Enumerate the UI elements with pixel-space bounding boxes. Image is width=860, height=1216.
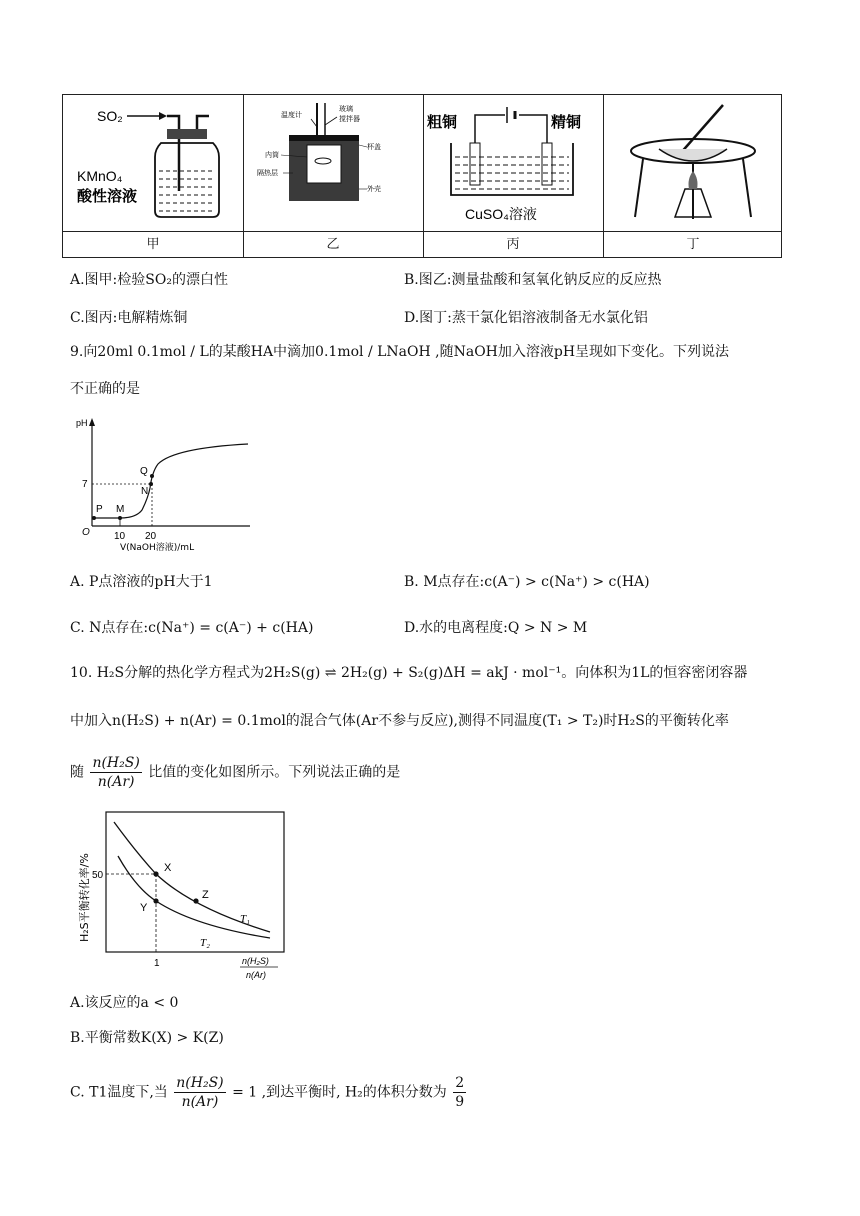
q9-point-p: P [96, 504, 103, 515]
q9-origin: O [82, 527, 90, 538]
caption-jia: 甲 [146, 237, 160, 252]
q10-point-z: Z [202, 889, 209, 901]
q10-option-a: A.该反应的a < 0 [70, 995, 179, 1011]
q9-y-axis-label: pH [76, 418, 88, 428]
q9-titration-chart [74, 414, 274, 554]
q9-point-m: M [116, 504, 125, 515]
q10-stem-line3: 随 $\frac{\text{n(H₂S)}}{n(Ar)}$ 比值的变化如图所示。下列说法正确的是 [70, 755, 401, 790]
q10-y-tick-50: 50 [92, 870, 104, 881]
electrolyte-label: CuSO₄溶液 [465, 206, 537, 222]
q9-x-tick-20: 20 [145, 531, 157, 542]
q10-point-y: Y [140, 902, 148, 914]
q8-option-d: D.图丁:蒸干氯化铝溶液制备无水氯化铝 [404, 310, 648, 326]
svg-text:玻璃: 玻璃 [339, 105, 353, 113]
figure-bing-electrolysis [423, 99, 603, 229]
svg-text:搅拌器: 搅拌器 [339, 115, 360, 123]
q10-stem-line2: 中加入n(H₂S) + n(Ar) = 0.1mol的混合气体(Ar不参与反应),测得不同温度(T₁ > T₂)时H₂S的平衡转化率 [70, 713, 729, 729]
q9-stem-line2: 不正确的是 [70, 381, 140, 397]
q8-option-a: A.图甲:检验SO₂的漂白性 [70, 272, 228, 288]
figure-yi-calorimeter [243, 99, 423, 229]
q9-y-tick-7: 7 [82, 479, 88, 490]
q10-option-b: B.平衡常数K(X) > K(Z) [70, 1030, 224, 1046]
q9-point-n: N [141, 486, 149, 497]
q9-stem-line1: 9.向20ml 0.1mol / L的某酸HA中滴加0.1mol / LNaOH ,随NaOH加入溶液pH呈现如下变化。下列说法 [70, 344, 730, 360]
svg-text:温度计: 温度计 [281, 111, 302, 119]
gas-label: SO₂ [97, 108, 123, 124]
anode-label: 粗铜 [427, 113, 458, 131]
figure-ding-evaporation [603, 99, 783, 229]
solution-label-2: 酸性溶液 [77, 187, 138, 205]
q10-x-label-den: n(Ar) [246, 970, 266, 980]
q9-option-c: C. N点存在:c(Na⁺) = c(A⁻) + c(HA) [70, 620, 314, 636]
apparatus-table [62, 94, 782, 258]
q10-y-axis-label: H₂S平衡转化率/% [78, 853, 91, 942]
q10-option-c-fraction: $\frac{2}{9}$ [455, 1075, 465, 1110]
q9-option-d: D.水的电离程度:Q > N > M [404, 620, 588, 636]
svg-text:隔热层: 隔热层 [257, 169, 278, 177]
q10-curve-t1: T₁ [240, 913, 250, 925]
q10-option-c-ratio: $\frac{\text{n(H₂S)}}{n(Ar)}$ [176, 1075, 224, 1110]
svg-text:内筒: 内筒 [265, 151, 279, 159]
q10-option-c: C. T1温度下,当 $\frac{\text{n(H₂S)}}{n(Ar)}$ = 1 ,到达平衡时, H₂的体积分数为 $\frac{2}{9}$ [70, 1075, 465, 1110]
caption-yi: 乙 [326, 237, 340, 252]
q10-point-x: X [164, 862, 172, 874]
q9-option-b: B. M点存在:c(A⁻) > c(Na⁺) > c(HA) [404, 574, 650, 590]
svg-text:外壳: 外壳 [367, 185, 381, 193]
q10-curve-t2: T₂ [200, 937, 210, 949]
q8-option-c: C.图丙:电解精炼铜 [70, 310, 188, 326]
q8-option-b: B.图乙:测量盐酸和氢氧化钠反应的反应热 [404, 272, 662, 288]
q10-stem-line1: 10. H₂S分解的热化学方程式为2H₂S(g) ⇌ 2H₂(g) + S₂(g)ΔH = akJ · mol⁻¹。向体积为1L的恒容密闭容器 [70, 665, 748, 681]
solution-label-1: KMnO₄ [77, 168, 123, 184]
q9-x-axis-label: V(NaOH溶液)/mL [120, 543, 195, 553]
cathode-label: 精铜 [551, 113, 582, 131]
q10-ratio-fraction: $\frac{\text{n(H₂S)}}{n(Ar)}$ [92, 755, 140, 790]
svg-text:杯盖: 杯盖 [367, 143, 381, 151]
caption-bing: 丙 [506, 237, 520, 252]
q9-x-tick-10: 10 [114, 531, 126, 542]
q10-x-label-num: n(H₂S) [242, 956, 269, 966]
q9-option-a: A. P点溶液的pH大于1 [70, 574, 213, 590]
q10-x-tick-1: 1 [154, 958, 160, 969]
figure-jia-gas-washing-bottle [63, 99, 243, 229]
caption-ding: 丁 [686, 237, 700, 252]
q9-point-q: Q [140, 466, 148, 477]
q10-conversion-chart [74, 808, 290, 988]
